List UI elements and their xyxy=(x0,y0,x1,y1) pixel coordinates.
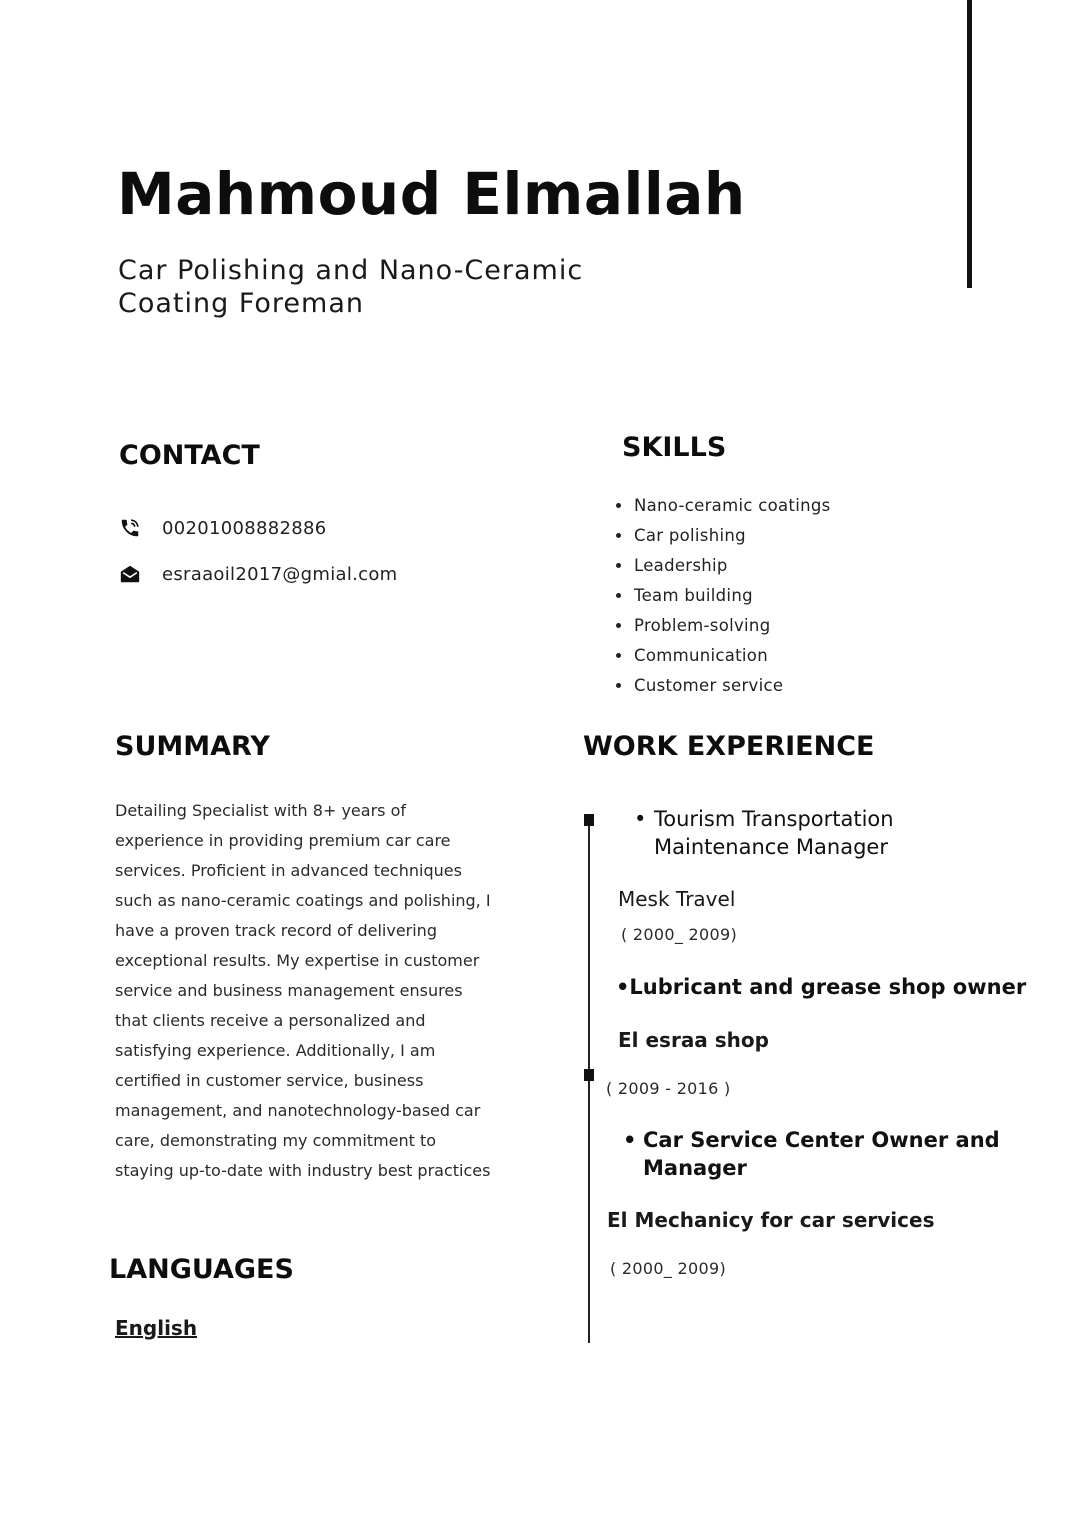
bullet-icon: • xyxy=(623,1128,637,1152)
skill-item: Nano-ceramic coatings xyxy=(616,490,831,520)
skill-item: Problem-solving xyxy=(616,610,831,640)
header-vertical-rule xyxy=(967,0,972,288)
job-1-title xyxy=(634,805,894,861)
job-3-title-line: Manager xyxy=(643,1156,747,1180)
phone-number[interactable]: 00201008882886 xyxy=(162,517,327,539)
skill-item: Car polishing xyxy=(616,520,831,550)
bullet-icon xyxy=(616,593,621,598)
envelope-icon xyxy=(118,562,142,586)
skill-item: Communication xyxy=(616,640,831,670)
skill-item: Leadership xyxy=(616,550,831,580)
email-address[interactable]: esraaoil2017@gmial.com xyxy=(162,563,398,585)
person-name: Mahmoud Elmallah xyxy=(117,160,746,228)
job-3-title-line: Car Service Center Owner and xyxy=(643,1128,1000,1152)
phone-icon xyxy=(118,516,142,540)
bullet-icon: • xyxy=(634,807,647,831)
work-experience-heading: WORK EXPERIENCE xyxy=(583,731,875,762)
skills-heading: SKILLS xyxy=(622,432,727,463)
summary-heading: SUMMARY xyxy=(115,731,270,762)
job-3-title xyxy=(623,1126,1000,1182)
bullet-icon xyxy=(616,683,621,688)
contact-email-row xyxy=(118,559,398,589)
skills-list xyxy=(616,490,831,700)
job-title: Car Polishing and Nano-Ceramic Coating Foreman xyxy=(118,255,584,319)
bullet-icon xyxy=(616,503,621,508)
skill-item: Customer service xyxy=(616,670,831,700)
bullet-icon xyxy=(616,563,621,568)
bullet-icon xyxy=(616,533,621,538)
job-3-period: ( 2000_ 2009) xyxy=(610,1259,726,1278)
job-2-title: •Lubricant and grease shop owner xyxy=(616,975,1027,999)
job-1-period: ( 2000_ 2009) xyxy=(621,925,737,944)
job-2-company: El esraa shop xyxy=(618,1028,769,1052)
timeline-marker xyxy=(584,814,594,826)
skill-item: Team building xyxy=(616,580,831,610)
timeline-marker xyxy=(584,1069,594,1081)
job-1-company: Mesk Travel xyxy=(618,887,736,911)
job-1-title-line: Maintenance Manager xyxy=(654,835,888,859)
job-1-title-line: Tourism Transportation xyxy=(654,807,894,831)
language-item: English xyxy=(115,1316,198,1340)
bullet-icon xyxy=(616,653,621,658)
bullet-icon xyxy=(616,623,621,628)
contact-heading: CONTACT xyxy=(119,440,260,471)
job-3-company: El Mechanicy for car services xyxy=(607,1208,935,1232)
job-2-period: ( 2009 - 2016 ) xyxy=(606,1079,731,1098)
languages-heading: LANGUAGES xyxy=(109,1254,294,1285)
summary-text: Detailing Specialist with 8+ years of experience in providing premium car care services. Proficient in advanced techniques such as nano-ceramic coatings and polishing, I have a proven track record of delivering exceptional results. My expertise in customer service and business management ensures that clients receive a personalized and satisfying experience. Additionally, I am certified in customer service, business management, and nanotechnology-based car care, demonstrating my commitment to staying up-to-date with industry best practices xyxy=(115,801,491,1180)
contact-phone-row xyxy=(118,513,327,543)
